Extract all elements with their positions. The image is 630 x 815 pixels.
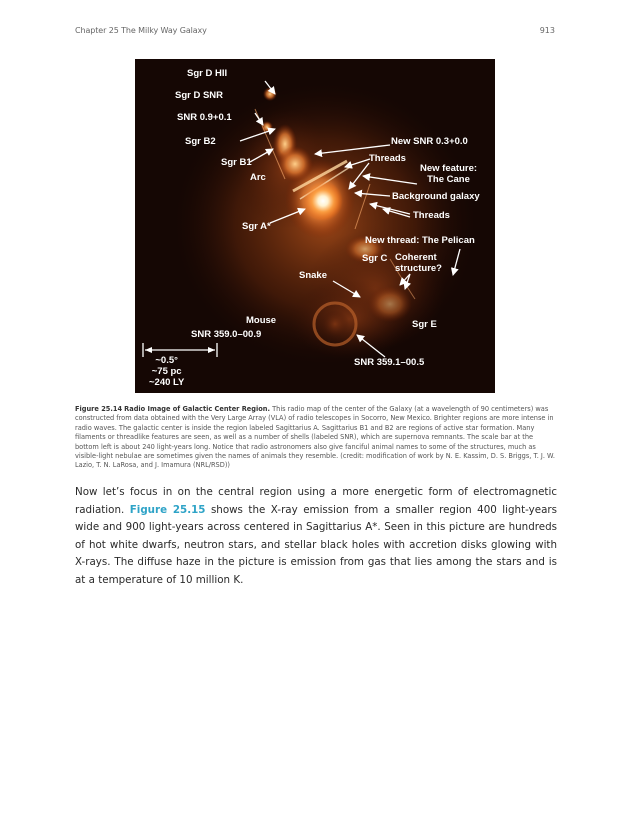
page-number: 913 [539, 26, 555, 35]
label-sgr-b2: Sgr B2 [185, 136, 216, 147]
chapter-title: Chapter 25 The Milky Way Galaxy [75, 26, 207, 35]
figure-caption [75, 405, 557, 471]
body-paragraph [75, 484, 557, 589]
label-snr-359-1: SNR 359.1–00.5 [354, 357, 425, 368]
label-arc: Arc [250, 172, 266, 183]
label-sgr-c: Sgr C [362, 253, 388, 264]
label-snr-0-9: SNR 0.9+0.1 [177, 112, 232, 123]
label-sgr-b1: Sgr B1 [221, 157, 252, 168]
radio-map-image [135, 59, 495, 393]
label-coherent-structure: Coherent structure? [395, 252, 442, 274]
label-sgr-e: Sgr E [412, 319, 437, 330]
label-snr-359-0: SNR 359.0–00.9 [191, 329, 262, 340]
scale-bar-label: ~0.5° ~75 pc ~240 LY [149, 355, 185, 388]
label-threads-lower: Threads [413, 210, 450, 221]
body-text-start: Now let’s focus in on the central region using a more energetic form of electromagnetic radiation. [75, 486, 557, 516]
label-snake: Snake [299, 270, 327, 281]
label-sgr-d-snr: Sgr D SNR [175, 90, 224, 101]
label-mouse: Mouse [246, 315, 277, 326]
label-sgr-a: Sgr A* [242, 221, 271, 232]
figure-caption-text: This radio map of the center of the Galaxy (at a wavelength of 90 centimeters) was constructed from data obtained with the Very Large Array (VLA) of radio telescopes in Socorro, New Mexico. Brighter regions are more intense in radio waves. The galactic center is inside the region labeled Sagittarius A. Sagittarius B1 and B2 are regions of active star formation. Many filaments or threadlike features are seen, as well as a number of shells (labeled SNR), which are supernova remnants. The scale bar at the bottom left is about 240 light-years long. Notice that radio astronomers also give fanciful animal names to some of the structures, much as visible-light nebulae are sometimes given the names of animals they resemble. (credit: modification of work by N. E. Kassim, D. S. Briggs, T. J. W. Lazio, T. N. LaRosa, and J. Imamura (NRL/RSD)) [75, 405, 555, 470]
label-new-snr: New SNR 0.3+0.0 [391, 136, 468, 147]
figure-title: Radio Image of Galactic Center Region. [124, 405, 270, 413]
label-the-pelican: New thread: The Pelican [365, 235, 475, 246]
radio-image-figure [135, 59, 495, 393]
label-threads-upper: Threads [369, 153, 406, 164]
body-text-end: shows the X-ray emission from a smaller region 400 light-years wide and 900 light-years across centered in Sagittarius A*. Seen in this picture are hundreds of hot white dwarfs, neutron stars, and stellar black holes with accretion disks glowing with X-rays. The diffuse haze in the picture is emission from gas that lies among the stars and is at a temperature of 10 million K. [75, 503, 557, 586]
figure-number: Figure 25.14 [75, 405, 123, 413]
label-the-cane: New feature: The Cane [420, 163, 478, 185]
figure-link[interactable]: Figure 25.15 [129, 503, 206, 516]
label-sgr-d-hii: Sgr D HII [187, 68, 228, 79]
label-background-galaxy: Background galaxy [392, 191, 480, 202]
running-header [75, 26, 555, 38]
